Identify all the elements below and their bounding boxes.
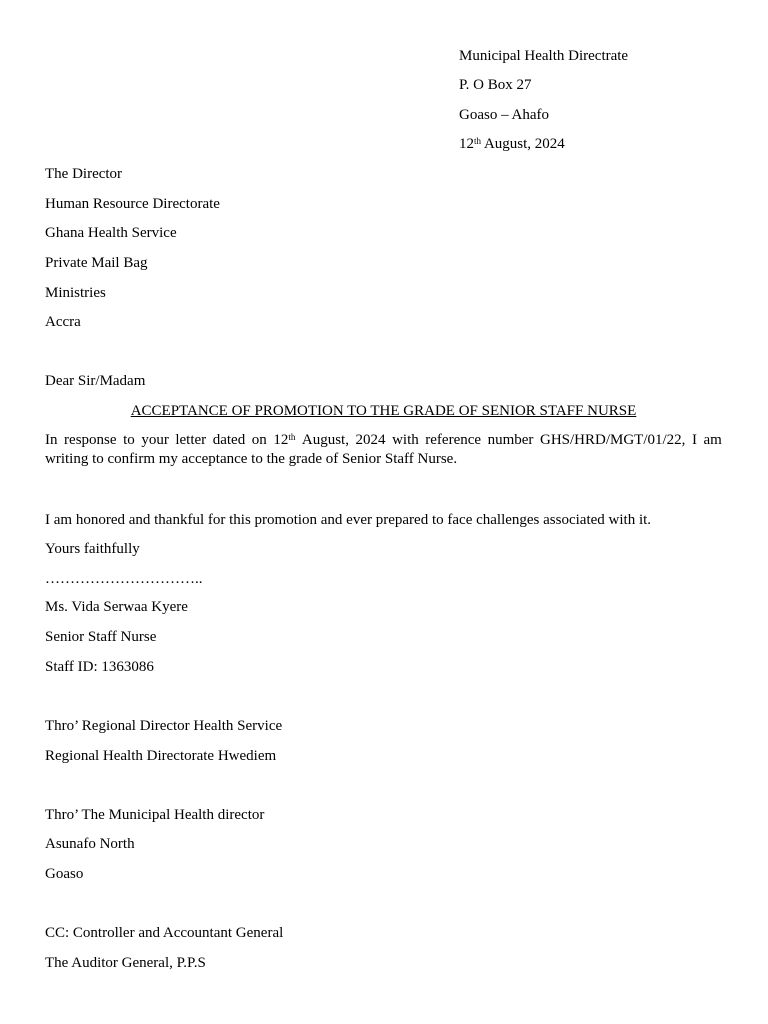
body-paragraph-1-line-2: writing to confirm my acceptance to the grade of Senior Staff Nurse. (45, 451, 458, 467)
letter-date (459, 135, 565, 153)
through-municipal-line: Thro’ The Municipal Health director (45, 807, 265, 823)
cc-line: The Auditor General, P.P.S (45, 955, 206, 971)
recipient-line: The Director (45, 166, 123, 182)
signatory-name: Ms. Vida Serwaa Kyere (45, 599, 188, 615)
date-rest: August, 2024 (481, 136, 565, 152)
cc-line: CC: Controller and Accountant General (45, 925, 284, 941)
recipient-line: Human Resource Directorate (45, 196, 220, 212)
through-municipal-line: Goaso (45, 866, 84, 882)
valediction: Yours faithfully (45, 541, 140, 557)
body-paragraph-1 (45, 431, 722, 469)
sender-organization: Municipal Health Directrate (459, 48, 629, 64)
through-regional-line: Regional Health Directorate Hwediem (45, 748, 277, 764)
recipient-line: Ghana Health Service (45, 225, 177, 241)
reference-date: 12th (273, 432, 296, 448)
body-paragraph-2: I am honored and thankful for this promotion and ever prepared to face challenges associated with it. (45, 512, 652, 528)
recipient-line: Private Mail Bag (45, 255, 148, 271)
sender-box: P. O Box 27 (459, 77, 532, 93)
salutation: Dear Sir/Madam (45, 373, 146, 389)
date-suffix: th (474, 136, 482, 146)
date-day: 12 (459, 136, 474, 152)
signatory-title: Senior Staff Nurse (45, 629, 157, 645)
through-regional-line: Thro’ Regional Director Health Service (45, 718, 283, 734)
subject-heading: ACCEPTANCE OF PROMOTION TO THE GRADE OF SENIOR STAFF NURSE (130, 403, 637, 419)
recipient-line: Ministries (45, 285, 106, 301)
through-municipal-line: Asunafo North (45, 836, 135, 852)
recipient-line: Accra (45, 314, 81, 330)
staff-id: Staff ID: 1363086 (45, 659, 154, 675)
body-paragraph-1-line-1: In response to your letter dated on 12th August, 2024 with reference number GHS/HRD/MGT/01/22, I am (45, 432, 722, 448)
sender-location: Goaso – Ahafo (459, 107, 549, 123)
signature-line: ………………………….. (45, 571, 203, 587)
